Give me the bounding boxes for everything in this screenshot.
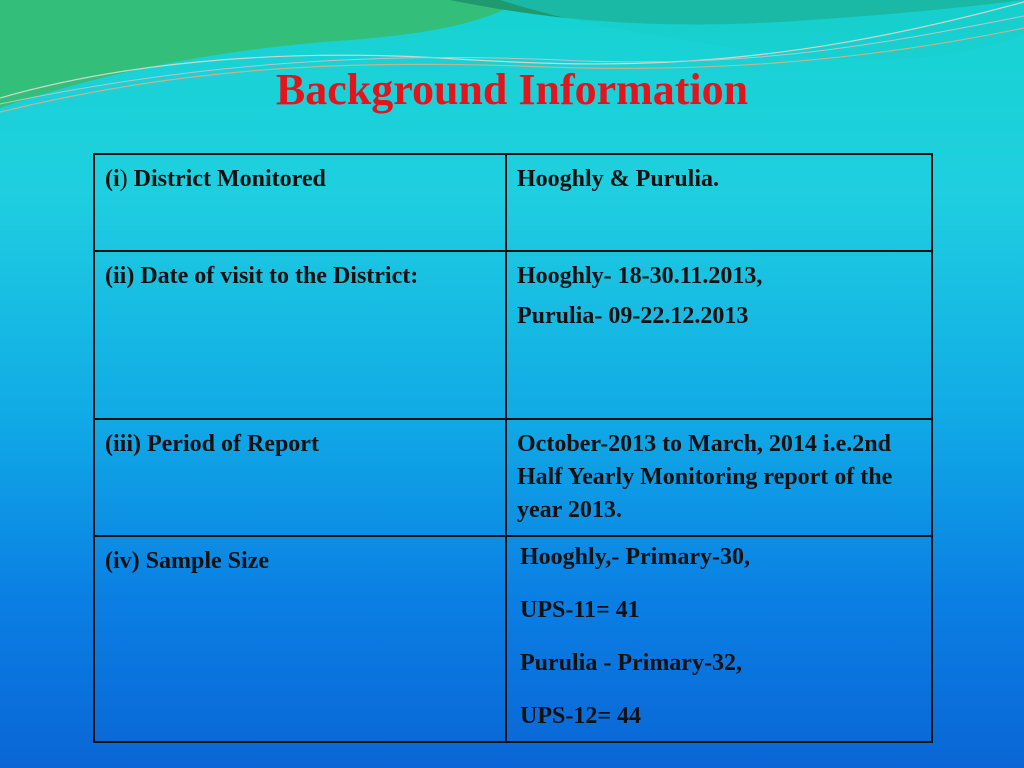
row-label-sample-size: (iv) Sample Size xyxy=(94,536,506,742)
visit-date-line: Purulia- 09-22.12.2013 xyxy=(517,303,749,329)
visit-date-line: Hooghly- 18-30.11.2013, xyxy=(517,263,763,289)
sample-size-line: UPS-12= 44 xyxy=(520,703,642,729)
row-label-date-of-visit: (ii) Date of visit to the District: xyxy=(94,251,506,419)
sample-size-line: Purulia - Primary-32, xyxy=(520,650,742,676)
label-prefix: (i xyxy=(105,166,120,192)
row-value-period-of-report: October-2013 to March, 2014 i.e.2nd Half Yearly Monitoring report of the year 2013. xyxy=(506,419,932,536)
label-text: District Monitored xyxy=(127,166,326,192)
row-value-district-monitored: Hooghly & Purulia. xyxy=(506,154,932,251)
table-row xyxy=(94,536,932,742)
table-row xyxy=(94,419,932,536)
row-label-district-monitored xyxy=(94,154,506,251)
table-row xyxy=(94,154,932,251)
row-label-period-of-report: (iii) Period of Report xyxy=(94,419,506,536)
row-value-date-of-visit xyxy=(506,251,932,419)
slide-title: Background Information xyxy=(275,65,749,114)
background-info-table xyxy=(93,153,933,743)
table-row xyxy=(94,251,932,419)
label-paren: ) xyxy=(119,166,128,192)
sample-size-line: UPS-11= 41 xyxy=(520,597,640,623)
sample-size-line: Hooghly,- Primary-30, xyxy=(520,544,750,570)
aqua-wave-shape xyxy=(500,0,1024,60)
row-value-sample-size xyxy=(506,536,932,742)
